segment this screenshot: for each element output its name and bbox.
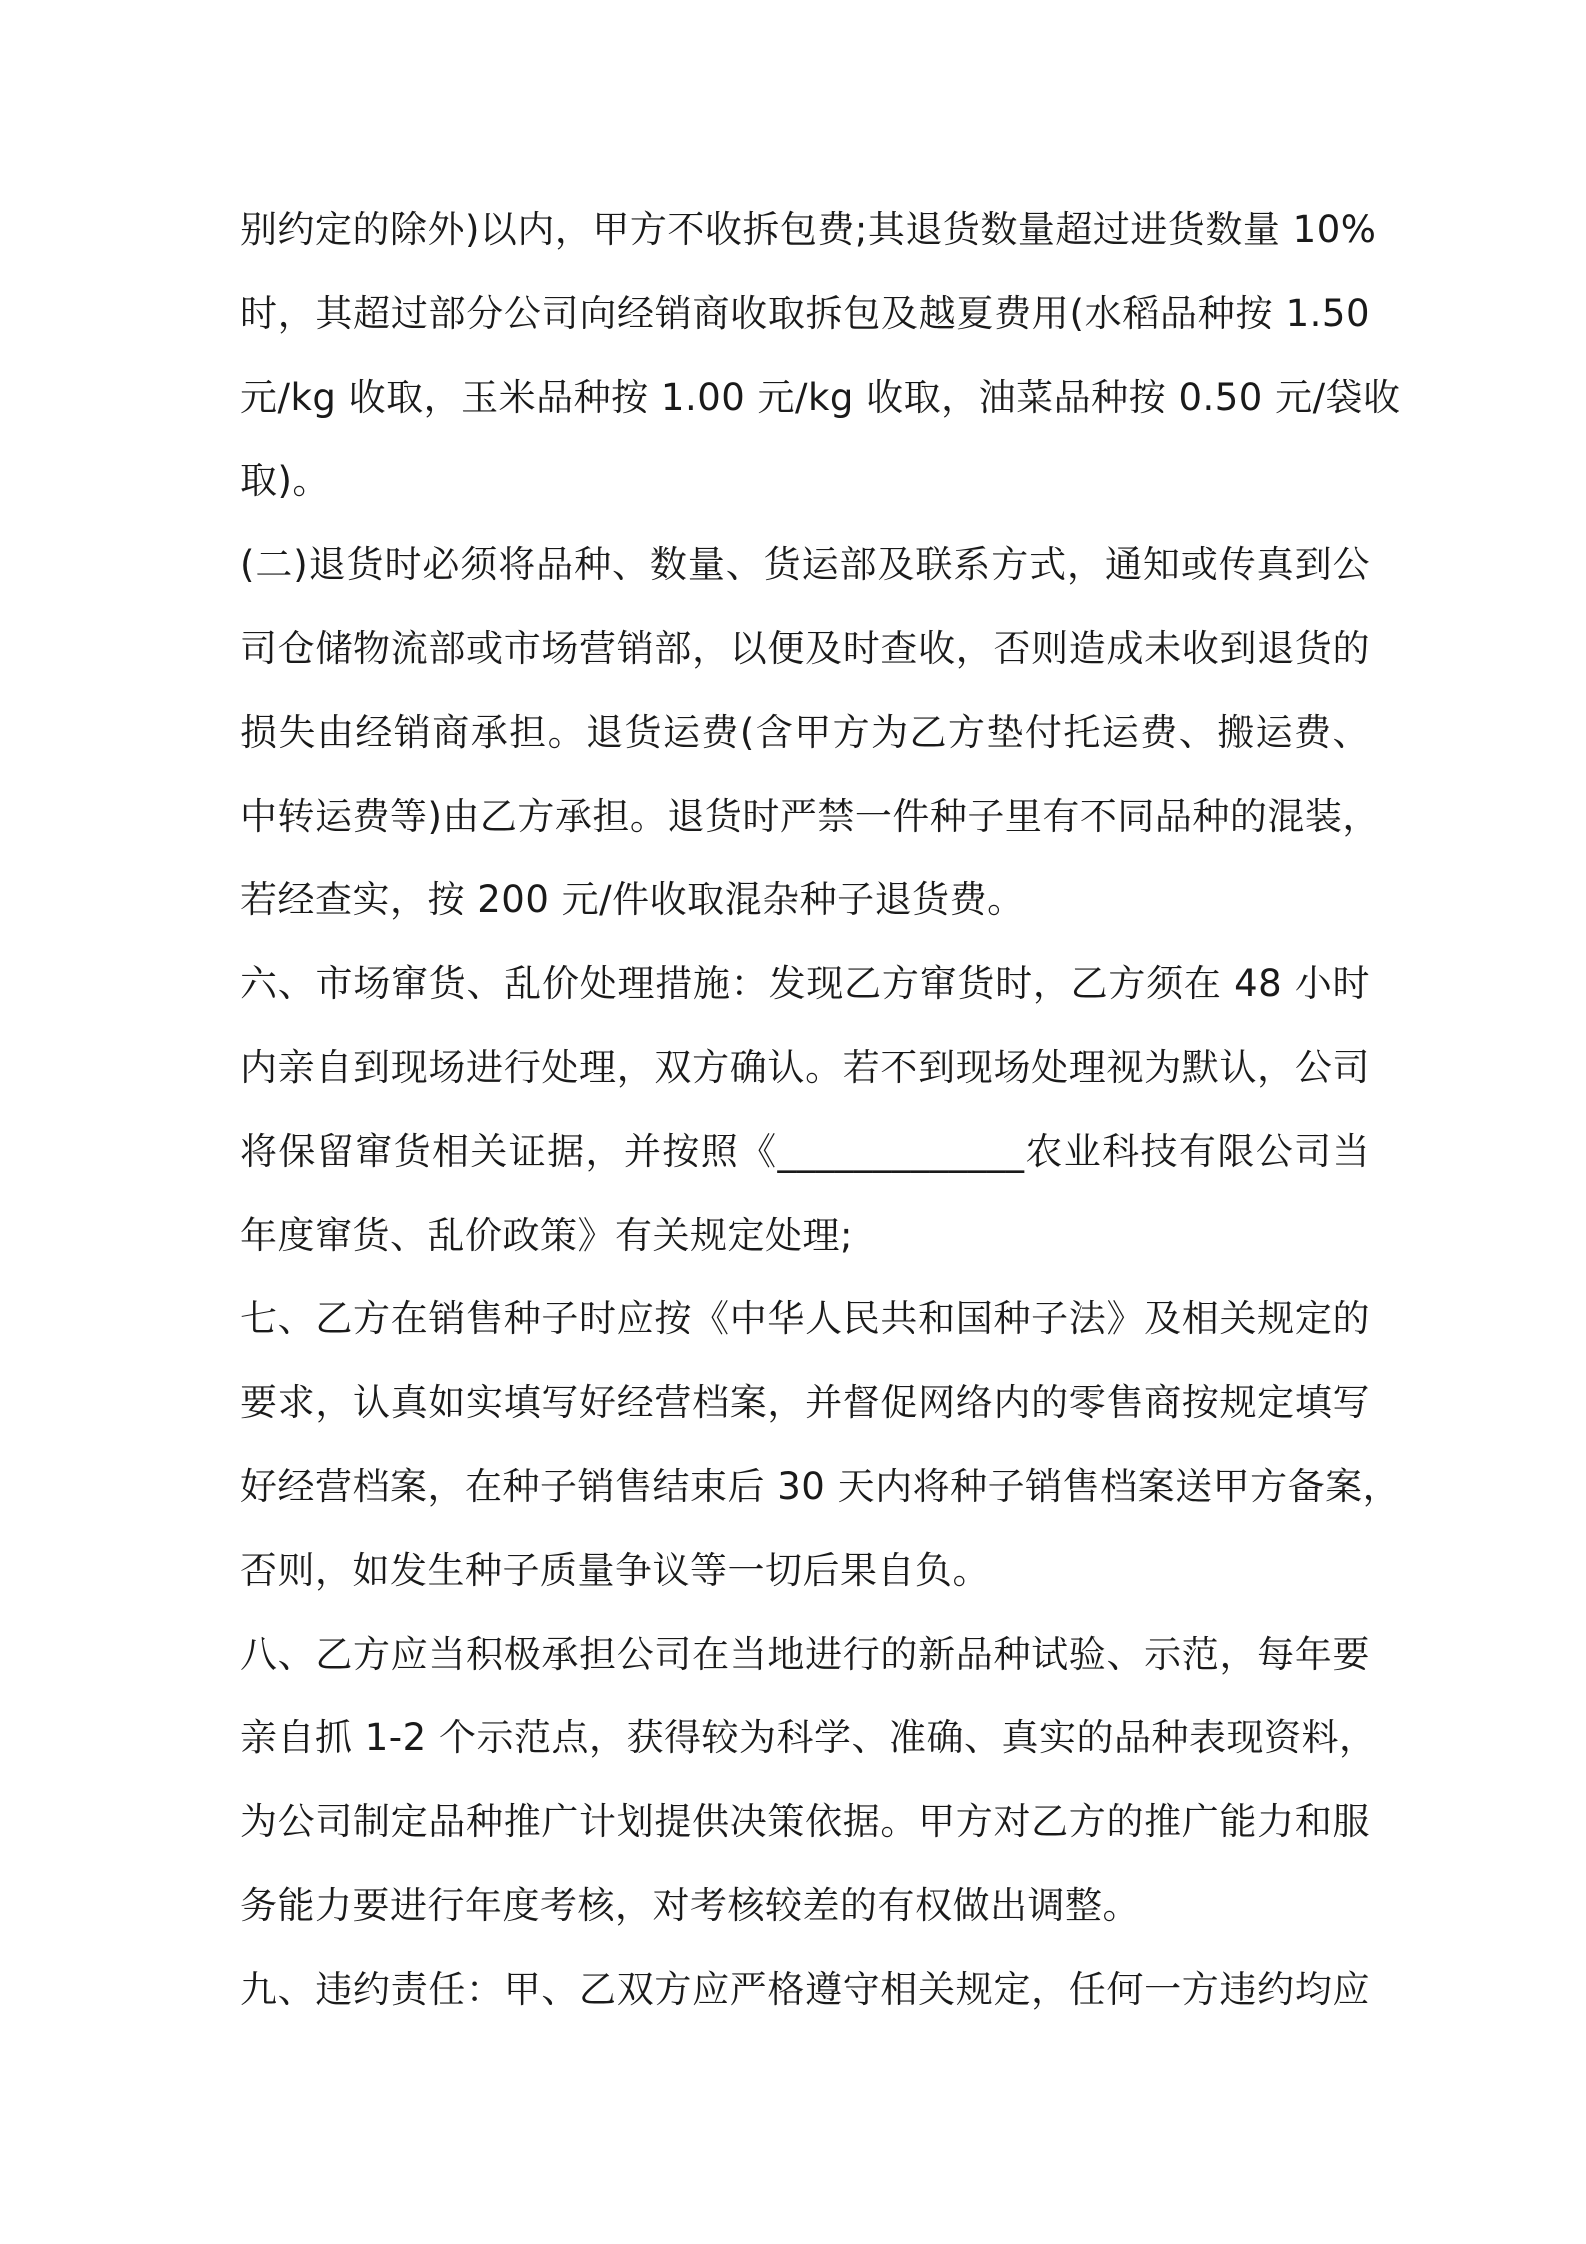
text-line: 元/kg 收取，玉米品种按 1.00 元/kg 收取，油菜品种按 0.50 元/袋收 (240, 375, 1401, 419)
text-line: 若经查实，按 200 元/件收取混杂种子退货费。 (240, 878, 1025, 922)
text-line: 为公司制定品种推广计划提供决策依据。甲方对乙方的推广能力和服 (240, 1800, 1370, 1844)
contract-text (240, 188, 1401, 2032)
text-line: 好经营档案，在种子销售结束后 30 天内将种子销售档案送甲方备案， (240, 1464, 1401, 1508)
text-line: 九、违约责任：甲、乙双方应严格遵守相关规定，任何一方违约均应 (240, 1967, 1370, 2011)
text-line: 六、市场窜货、乱价处理措施：发现乙方窜货时，乙方须在 48 小时 (240, 962, 1370, 1006)
text-line: 年度窜货、乱价政策》有关规定处理; (240, 1213, 853, 1257)
text-line: 八、乙方应当积极承担公司在当地进行的新品种试验、示范，每年要 (240, 1632, 1370, 1676)
text-line: 中转运费等)由乙方承担。退货时严禁一件种子里有不同品种的混装， (240, 794, 1380, 838)
text-line: 时，其超过部分公司向经销商收取拆包及越夏费用(水稻品种按 1.50 (240, 291, 1370, 335)
text-line: 要求，认真如实填写好经营档案，并督促网络内的零售商按规定填写 (240, 1381, 1370, 1425)
text-line: 亲自抓 1-2 个示范点，获得较为科学、准确、真实的品种表现资料， (240, 1716, 1377, 1760)
text-line: 损失由经销商承担。退货运费(含甲方为乙方垫付托运费、搬运费、 (240, 710, 1370, 754)
text-line: 否则，如发生种子质量争议等一切后果自负。 (240, 1548, 990, 1592)
text-line: 务能力要进行年度考核，对考核较差的有权做出调整。 (240, 1883, 1140, 1927)
text-line: 内亲自到现场进行处理，双方确认。若不到现场处理视为默认，公司 (240, 1045, 1370, 1089)
text-line: 将保留窜货相关证据，并按照《_____________农业科技有限公司当 (240, 1129, 1370, 1173)
text-line: 取)。 (240, 459, 330, 503)
text-line: 别约定的除外)以内，甲方不收拆包费;其退货数量超过进货数量 10% (240, 208, 1377, 251)
text-line: (二)退货时必须将品种、数量、货运部及联系方式，通知或传真到公 (240, 543, 1370, 587)
text-line: 七、乙方在销售种子时应按《中华人民共和国种子法》及相关规定的 (240, 1297, 1370, 1341)
text-line: 司仓储物流部或市场营销部，以便及时查收，否则造成未收到退货的 (240, 626, 1370, 670)
